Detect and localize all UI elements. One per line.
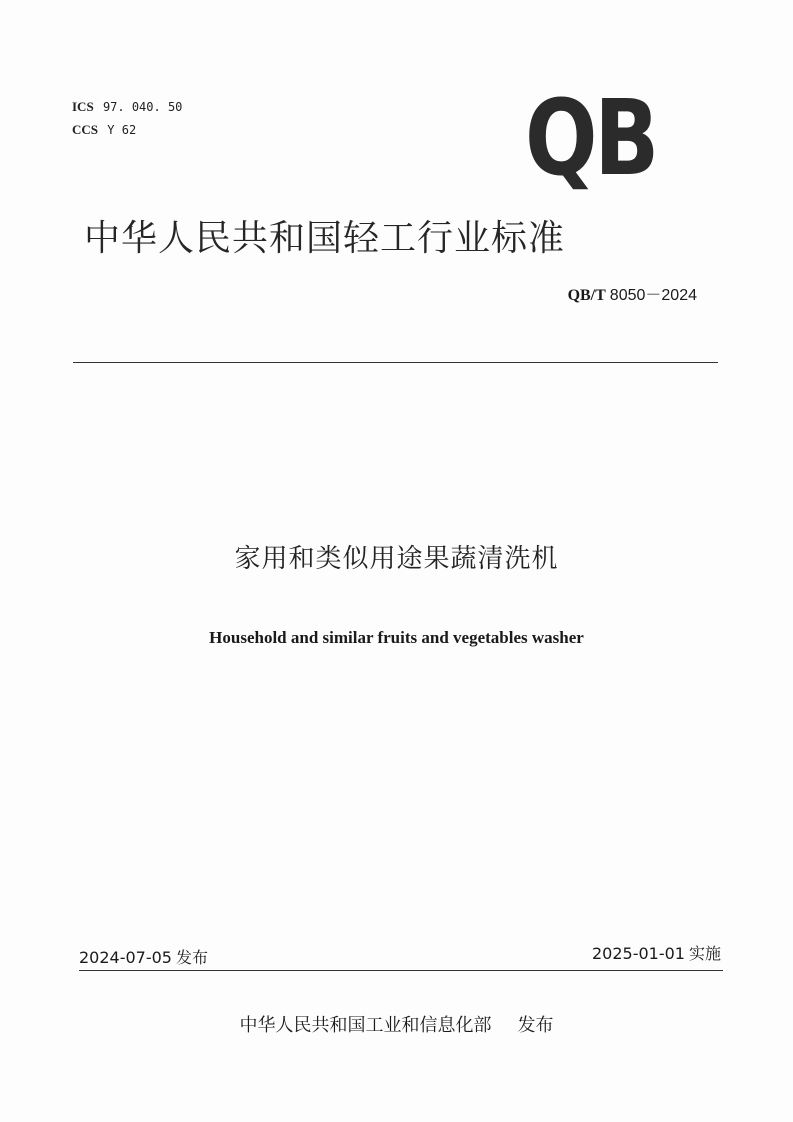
qb-logo: QB <box>525 77 656 199</box>
publish-date-line <box>79 945 208 968</box>
document-title-english: Household and similar fruits and vegetables washer <box>209 628 584 647</box>
standard-number-prefix: QB/T <box>567 287 606 304</box>
standard-number-value: 8050－2024 <box>609 287 697 304</box>
implement-label: 实施 <box>688 944 721 963</box>
issuing-authority <box>0 1011 793 1037</box>
issuer-name: 中华人民共和国工业和信息化部 <box>239 1015 492 1036</box>
ics-label: ICS <box>72 99 94 114</box>
implement-date-line <box>592 941 721 964</box>
ccs-label: CCS <box>72 122 99 137</box>
standard-category-name: 中华人民共和国轻工行业标准 <box>84 218 566 259</box>
implement-date: 2025-01-01 <box>592 944 685 963</box>
header-divider <box>73 362 718 363</box>
publish-date: 2024-07-05 <box>79 948 172 967</box>
ics-value: 97. 040. 50 <box>102 100 183 114</box>
issuer-action: 发布 <box>517 1015 554 1036</box>
ics-code <box>72 99 182 115</box>
standard-number <box>568 282 697 305</box>
publish-label: 发布 <box>175 948 208 967</box>
document-title-chinese: 家用和类似用途果蔬清洗机 <box>234 544 559 574</box>
ccs-code <box>72 122 136 138</box>
ccs-value: Y 62 <box>107 123 137 137</box>
footer-divider <box>79 970 723 971</box>
